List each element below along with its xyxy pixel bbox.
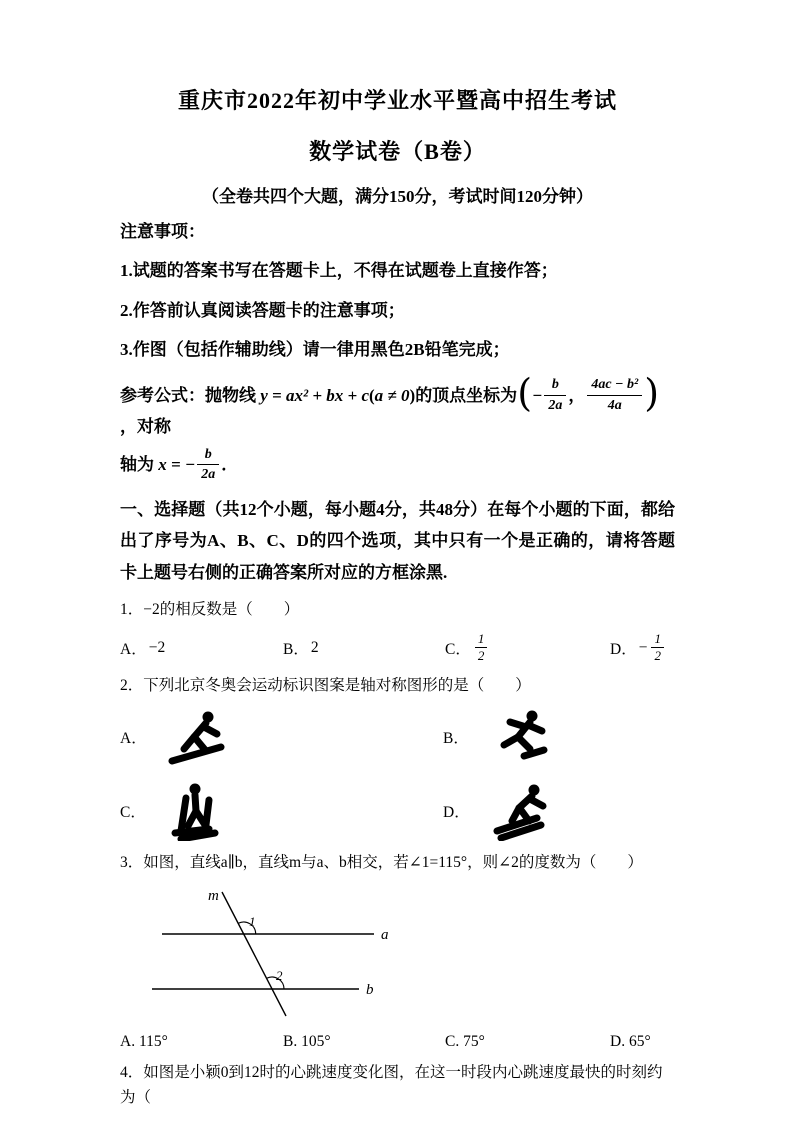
parallel-lines-figure [124, 884, 675, 1029]
notes-heading: 注意事项： [120, 222, 205, 241]
exam-meta-line: （全卷共四个大题，满分150分，考试时间120分钟） [202, 187, 593, 206]
note-item-3: 3.作图（包括作辅助线）请一律用黑色2B铅笔完成； [120, 340, 510, 360]
question-2-stem: 2．下列北京冬奥会运动标识图案是轴对称图形的是（ ） [120, 677, 531, 695]
formula-tail-text: ，对称 [120, 417, 171, 437]
q1-option-d: D． − $\frac{1}{2}$ [610, 631, 675, 665]
question-4-stem: 4．如图是小颖0到12时的心跳速度变化图，在这一时段内心跳速度最快的时刻约为（ [120, 1064, 663, 1106]
q1-option-c-fraction: $\frac{1}{2}$ [475, 631, 488, 665]
reference-formula-line2 [120, 446, 675, 484]
formula-expression: y = ax² + bx + c [260, 385, 369, 405]
cross-country-skier-pictogram [162, 781, 234, 841]
line-a-label: a [381, 927, 389, 944]
reference-formula-line1: 参考公式：抛物线 y = ax² + bx + c ( a ≠ 0 ) 的顶点坐标为 ( − $\frac{b}{2a}$ ， $\frac{\text{4ac − b²}}{4a}$ ) ，对称 [120, 376, 675, 440]
note-item-2: 2.作答前认真阅读答题卡的注意事项； [120, 300, 405, 320]
q1-option-d-fraction: $\frac{1}{2}$ [651, 631, 664, 665]
question-3 [120, 851, 675, 1051]
question-1-options [120, 631, 675, 665]
line-b-label: b [366, 982, 374, 999]
line-m-label: m [208, 888, 219, 905]
notes-section [120, 219, 675, 363]
formula-condition: a ≠ 0 [374, 385, 410, 405]
fraction-4ac-b2-over-4a: $\frac{\text{4ac − b²}}{4a}$ [587, 376, 642, 414]
formula-line2-lead: 轴为 [120, 455, 154, 475]
formula-lead: 参考公式：抛物线 [120, 385, 256, 405]
question-3-stem: 3．如图，直线a∥b，直线m与a、b相交，若∠1=115°，则∠2的度数为（ ） [120, 854, 643, 872]
q3-option-d: D. 65° [610, 1033, 651, 1051]
q1-option-a: A． −2 [120, 638, 166, 658]
q2-option-c: C． [120, 781, 443, 841]
question-4 [120, 1061, 675, 1111]
q1-option-c: C． $\frac{1}{2}$ [445, 631, 610, 665]
formula-line2-period: ． [221, 455, 239, 475]
question-1-stem: 1．−2的相反数是（ ） [120, 601, 300, 619]
q2-option-d: D． [443, 781, 675, 841]
angle-2-label: 2 [276, 968, 283, 984]
angle-1-label: 1 [249, 914, 256, 930]
question-2-options [120, 707, 675, 841]
formula-minus-sign: − [532, 385, 543, 405]
question-3-options [120, 1033, 675, 1051]
exam-subtitle: 数学试卷（B卷） [309, 139, 486, 164]
exam-title: 重庆市2022年初中学业水平暨高中招生考试 [177, 88, 617, 113]
formula-comma: ， [568, 385, 586, 405]
q3-option-c: C. 75° [445, 1033, 485, 1051]
freestyle-skier-pictogram [163, 707, 235, 767]
q2-option-b: B． [443, 707, 675, 767]
skater-pictogram [485, 707, 557, 767]
q3-option-b: B. 105° [283, 1033, 331, 1051]
formula-mid-text: 的顶点坐标为 [415, 385, 518, 405]
q1-option-b: B． 2 [283, 638, 319, 658]
formula-axis-expression: x = − [158, 455, 196, 475]
alpine-skier-pictogram [486, 781, 558, 841]
fraction-axis-b-over-2a: $\frac{b}{2a}$ [197, 446, 219, 484]
q2-option-a: A． [120, 707, 443, 767]
q3-option-a: A. 115° [120, 1033, 168, 1051]
note-item-1: 1.试题的答案书写在答题卡上，不得在试题卷上直接作答； [120, 261, 558, 281]
question-1 [120, 598, 675, 664]
formula-cond-open: ( [369, 385, 375, 405]
question-2 [120, 674, 675, 841]
fraction-b-over-2a: $\frac{b}{2a}$ [544, 376, 566, 414]
section-one-heading: 一、选择题（共12个小题，每小题4分，共48分）在每个小题的下面，都给出了序号为A、B、C、D的四个选项，其中只有一个是正确的，请将答题卡上题号右侧的正确答案所对应的方框涂黑. [120, 499, 675, 582]
formula-cond-close: ) [409, 385, 416, 405]
